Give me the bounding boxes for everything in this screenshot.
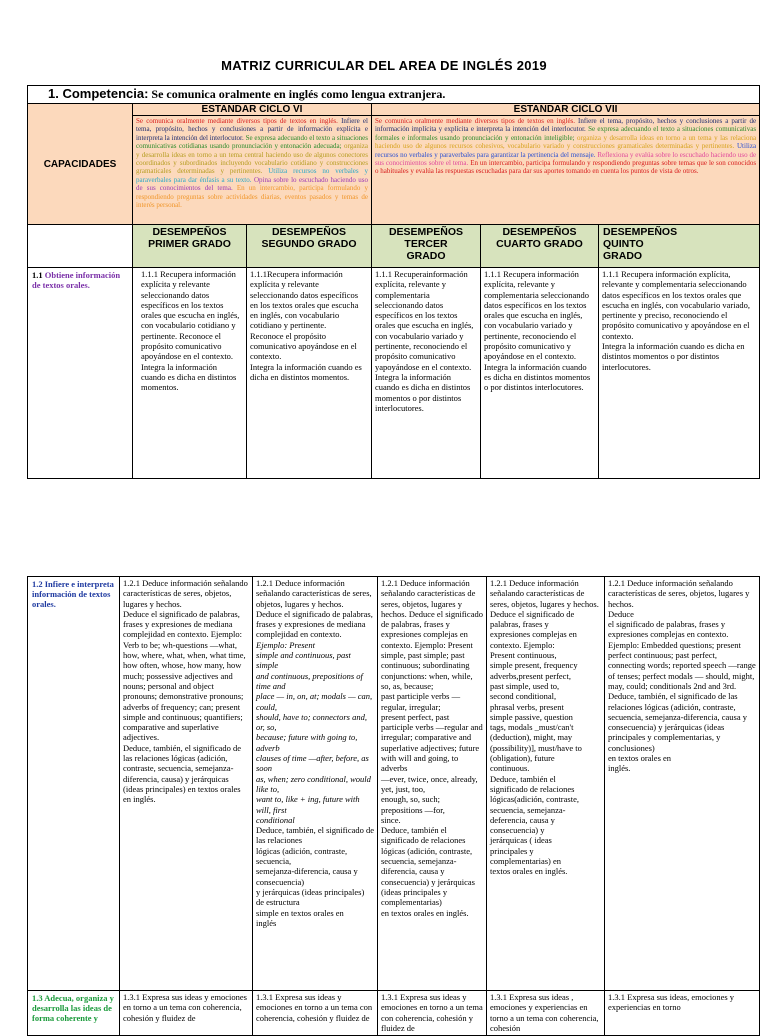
estandar-vi-segment: Infiere el tema, propósito, hechos y conclusiones a partir de información explícita e interpreta la intención del interlocutor. — [136, 117, 368, 142]
capacidad-1-2-label — [28, 577, 120, 991]
header-line: DESEMPEÑOS — [603, 226, 678, 238]
desempeno-cell: 1.3.1 Expresa sus ideas, emociones y experiencias en torno — [605, 991, 760, 1036]
estandar-ciclo-vii-header: ESTANDAR CICLO VII — [372, 104, 760, 116]
desempeno-cell — [253, 577, 378, 991]
header-line: DESEMPEÑOS — [388, 226, 464, 238]
header-line: TERCER — [404, 238, 448, 250]
desempeno-example-text: Ejemplo: Present simple and continuous, past simple and continuous, prepositions of time and place — in, on, at; modals — can, could, should, have to; connectors and, or, so, because; future with going to, adverb clauses of time —after, before, as soon as, when; zero conditional, would like to, want to, like + ing, future with will, first conditional — [256, 639, 373, 825]
header-line: DESEMPEÑOS — [271, 226, 347, 238]
desempeno-cell: 1.1.1 Recuperainformación explícita, relevante y complementaria seleccionando datos específicos en los textos orales que escucha en inglés, con vocabulario variado y pertinente, reconociendo el propósito comunicativo yapoyándose en el contexto. Integra la información cuando es dicha en distintos momentos o por distintos interlocutores. — [372, 268, 481, 479]
header-line: PRIMER GRADO — [148, 238, 231, 250]
estandar-vi-segment: Se comunica oralmente mediante diversos tipos de textos en inglés. — [136, 117, 342, 125]
estandar-vii-segment: Infiere el tema, propósito, hechos y conclusiones a partir de información implícita y explícita e interpreta la intención del interlocutor. — [375, 117, 757, 134]
desempenos-header-quinto-grado — [599, 225, 760, 268]
desempeno-text: Deduce, también, el significado de las relaciones lógicas (adición, contraste, secuencia, semejanza-diferencia, causa y consecuencia) y jerárquicas (ideas principales) de estructura simple en textos orales en inglés — [256, 825, 375, 928]
capacidad-number: 1.1 — [32, 270, 43, 280]
curriculum-matrix-table-2 — [27, 576, 760, 1036]
estandar-vii-segment: Reflexiona y evalúa sobre lo escuchado haciendo uso de sus conocimientos sobre el tema. — [375, 150, 757, 168]
curriculum-matrix-table-1 — [27, 85, 760, 479]
desempeno-text: 1.2.1 Deduce información señalando características de seres, objetos, lugares y hechos. Deduce el significado de palabras, frases y expresiones de mediana complejidad en contexto. — [256, 578, 373, 640]
blank-cell — [28, 225, 133, 268]
estandar-vii-segment: organiza y desarrolla ideas en torno a un tema y las relaciona haciendo uso de algunos recursos cohesivos, vocabulario variado y construcciones gramaticales determinadas y pertinentes. — [375, 133, 757, 151]
desempeno-cell: 1.3.1 Expresa sus ideas y emociones en torno a un tema con coherencia, cohesión y fluidez de — [120, 991, 253, 1036]
capacidad-text: Adecua, organiza y desarrolla las ideas de forma coherente y — [32, 993, 114, 1023]
desempeno-cell: 1.2.1 Deduce información señalando características de seres, objetos, lugares y hechos. Deduce el significado de palabras, frases y expresiones complejas en contexto. Ejemplo: Embedded questions; present perfect continuous; past perfect, connecting words; reported speech —range of tenses; perfect modals — should, might, may, could; conditionals 2nd and 3rd. Deduce, también, el significado de las relaciones lógicas (adición, contraste, secuencia, semejanza-diferencia, causa y consecuencia) y jerárquicas (ideas principales y complementarias, y conclusiones) en textos orales en inglés. — [605, 577, 760, 991]
estandar-vii-segment: Se expresa adecuando el texto a situaciones comunicativas formales e informales usando pronunciación y entonación inteligible; — [375, 125, 757, 142]
estandar-vii-segment: Se comunica oralmente mediante diversos tipos de textos en inglés. — [375, 117, 579, 125]
estandar-vi-segment: Opina sobre lo escuchado haciendo uso de sus conocimientos del tema. — [136, 175, 368, 193]
header-line: CUARTO GRADO — [496, 238, 583, 250]
header-line: GRADO — [603, 250, 643, 262]
estandar-vi-segment: En un intercambio, participa formulando y respondiendo preguntas sobre actividades diarias, eventos pasados y temas de interés personal. — [136, 184, 368, 210]
table-row — [28, 991, 760, 1036]
desempenos-header-tercer-grado — [372, 225, 481, 268]
desempeno-cell: 1.1.1 Recupera información explícita y relevante seleccionando datos específicos en los textos orales que escucha en inglés, con vocabulario cotidiano y pertinente. Reconoce el propósito comunicativo apoyándose en el contexto. Integra la información cuando es dicha en distintos momentos. — [133, 268, 247, 479]
desempeno-cell: 1.2.1 Deduce información señalando características de seres, objetos, lugares y hechos. Deduce el significado de palabras, frases y expresiones complejas en contexto. Ejemplo: Present continuous, simple present, frequency adverbs,present perfect, past simple, used to, second conditional, phrasal verbs, present simple passive, question tags, modals _must/can't (deduction), might, may (possibility)], must/have to (obligation), future continuous. Deduce, también el significado de relaciones lógicas(adición, contraste, secuencia, semejanza- deferencia, causa y consecuencia) y jerárquicas ( ideas principales y complementarias) en textos orales en inglés. — [487, 577, 605, 991]
desempenos-header-segundo-grado — [247, 225, 372, 268]
capacidad-1-1-label — [28, 268, 133, 479]
competencia-heading — [28, 86, 760, 104]
desempeno-cell: 1.3.1 Expresa sus ideas y emociones en torno a un tema con coherencia, cohesión y fluidez de — [378, 991, 487, 1036]
estandar-ciclo-vi-text — [133, 116, 372, 225]
capacidad-text: Infiere e interpreta información de textos orales. — [32, 579, 114, 609]
estandar-ciclo-vii-text — [372, 116, 760, 225]
estandar-ciclo-vi-header: ESTANDAR CICLO VI — [133, 104, 372, 116]
estandar-vi-segment: Se expresa adecuando el texto a situaciones comunicativas cotidianas usando pronunciación y entonación adecuada; — [136, 133, 368, 151]
estandar-vi-segment: Utiliza recursos no verbales y paraverbales para dar énfasis a su texto. — [136, 167, 368, 184]
desempenos-header-cuarto-grado — [481, 225, 599, 268]
capacidad-text: Obtiene información de textos orales. — [32, 270, 121, 290]
desempenos-header-primer-grado — [133, 225, 247, 268]
desempeno-cell: 1.3.1 Expresa sus ideas , emociones y experiencias en torno a un tema con coherencia, cohesión — [487, 991, 605, 1036]
capacidades-label: CAPACIDADES — [28, 104, 133, 225]
desempeno-cell: 1.1.1Recupera información explícita y relevante seleccionando datos específicos en los textos orales que escucha en inglés, con vocabulario cotidiano y pertinente. Reconoce el propósito comunicativo apoyándose en el contexto. Integra la información cuando es dicha en distintos momentos. — [247, 268, 372, 479]
desempeno-cell: 1.1.1 Recupera información explícita, relevante y complementaria seleccionando datos específicos en los textos orales que escucha en inglés, con vocabulario variado y pertinente, reconociendo el propósito comunicativo y apoyándose en el contexto. Integra la información cuando es dicha en distintos momentos o por distintos interlocutores. — [481, 268, 599, 479]
capacidad-number: 1.2 — [32, 579, 43, 589]
competencia-label: 1. Competencia: — [48, 86, 149, 101]
desempeno-cell: 1.2.1 Deduce información señalando características de seres, objetos, lugares y hechos. Deduce el significado de palabras, frases y expresiones de mediana complejidad en contexto. Ejemplo: Verb to be; wh-questions —what, how, where, what, when, what time, how often, whose, how many, how much; possessive adjectives and nouns; personal and object pronouns; demonstrative pronouns; adverbs of frequency; can; present simple and continuous; quantifiers; comparative and superlative adjectives. Deduce, también, el significado de las relaciones lógicas (adición, contraste, secuencia, semejanza-diferencia, causa) y jerárquicas (ideas principales) en textos orales en inglés. — [120, 577, 253, 991]
header-line: SEGUNDO GRADO — [261, 238, 357, 250]
estandar-vii-segment: En un intercambio, participa formulando y respondiendo preguntas sobre temas que le son conocidos o habituales y evalúa las respuestas escuchadas para dar sus aportes tomando en cuenta los puntos de vista de otros. — [375, 159, 757, 176]
estandar-vi-segment: organiza y desarrolla ideas en torno a un tema central haciendo uso de algunos conectores coordinados y subordinados incluyendo vocabulario cotidiano y construcciones gramaticales determinadas y pertinentes. — [136, 142, 368, 176]
desempeno-cell: 1.2.1 Deduce información señalando características de seres, objetos, lugares y hechos. Deduce el significado de palabras, frases y expresiones complejas en contexto. Ejemplo: Present simple, past simple; past continuous; subordinating conjunctions: when, while, so, as, because; past participle verbs — regular, irregular; present perfect, past participle verbs —regular and irregular; comparative and superlative adjectives; future with will and going, to adverbs —ever, twice, once, already, yet, just, too, enough, so, such; prepositions —for, since. Deduce, también el significado de relaciones lógicas (adición, contraste, secuencia, semejanza-diferencia, causa y consecuencia) y jerárquicas (ideas principales y complementarias) en textos orales en inglés. — [378, 577, 487, 991]
estandar-vii-segment: Utiliza recursos no verbales y paraverbales para garantizar la pertinencia del mensaje. — [375, 142, 757, 159]
header-line: QUINTO — [603, 238, 644, 250]
header-line: DESEMPEÑOS — [502, 226, 577, 238]
table-row — [28, 268, 760, 479]
desempeno-cell: 1.1.1 Recupera información explícita, relevante y complementaria seleccionando datos específicos en los textos orales que escucha en inglés, con vocabulario variado, pertinente y preciso, reconociendo el propósito comunicativo y apoyándose en el contexto. Integra la información cuando es dicha en distintos momentos o por distintos interlocutores. — [599, 268, 760, 479]
header-line: DESEMPEÑOS — [152, 226, 227, 238]
capacidad-1-3-label — [28, 991, 120, 1036]
competencia-text: Se comunica oralmente en inglés como lengua extranjera. — [151, 87, 446, 101]
header-line: GRADO — [406, 250, 446, 262]
document-title: MATRIZ CURRICULAR DEL AREA DE INGLÉS 2019 — [221, 58, 547, 73]
table-row — [28, 577, 760, 991]
desempeno-cell: 1.3.1 Expresa sus ideas y emociones en torno a un tema con coherencia, cohesión y fluidez de — [253, 991, 378, 1036]
capacidad-number: 1.3 — [32, 993, 43, 1003]
